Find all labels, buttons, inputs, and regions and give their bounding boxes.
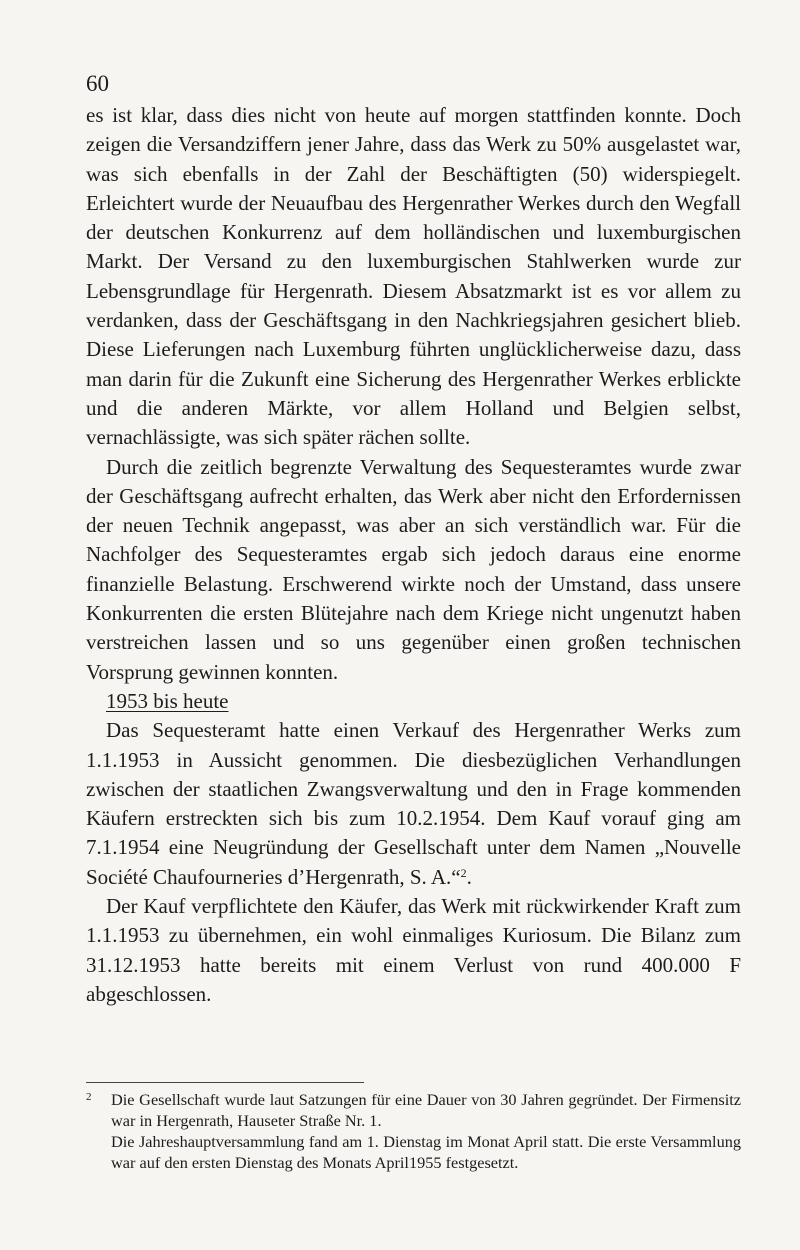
- footnote-reference[interactable]: 2: [460, 865, 467, 880]
- footnotes: [86, 1089, 741, 1173]
- main-text: [86, 101, 741, 1009]
- page-number: 60: [86, 71, 109, 96]
- section-paragraph-2: Der Kauf verpflichtete den Käufer, das Werk mit rückwirkender Kraft zum 1.1.1953 zu übernehmen, ein wohl einmaliges Kuriosum. Die Bilanz zum 31.12.1953 hatte bereits mit einem Verlust von rund 400.000 F abgeschlossen.: [86, 894, 741, 1006]
- section-heading: 1953 bis heute: [106, 688, 229, 713]
- section-paragraph-1-end: .: [466, 864, 472, 889]
- footnote-divider: [86, 1082, 364, 1083]
- footnote-line-2: Die Jahreshauptversammlung fand am 1. Dienstag im Monat April statt. Die erste Versammlung war auf den ersten Dienstag des Monats April1955 festgesetzt.: [111, 1132, 741, 1172]
- section-paragraph-1: [86, 716, 741, 892]
- section-paragraph-1-text: Das Sequesteramt hatte einen Verkauf des Hergenrather Werks zum 1.1.1953 in Aussicht genommen. Die diesbezüglichen Verhandlungen zwischen der staatlichen Zwangsverwaltung und den in Frage kommenden Käufern erstreckten sich bis zum 10.2.1954. Dem Kauf vorauf ging am 7.1.1954 eine Neugründung der Gesellschaft unter dem Namen „Nouvelle Société Chaufourneries d’Hergenrath, S. A.“: [86, 718, 741, 889]
- paragraph-2: Durch die zeitlich begrenzte Verwaltung des Sequesteramtes wurde zwar der Geschäftsgang aufrecht erhalten, das Werk aber nicht den Erfordernissen der neuen Technik angepasst, was aber an sich verständlich war. Für die Nachfolger des Sequesteramtes ergab sich jedoch daraus eine enorme finanzielle Belastung. Erschwerend wirkte noch der Umstand, dass unsere Konkurrenten die ersten Blütejahre nach dem Kriege nicht ungenutzt haben verstreichen lassen und so uns gegenüber einen großen technischen Vorsprung gewinnen konnten.: [86, 454, 741, 684]
- footnote-line-1: Die Gesellschaft wurde laut Satzungen für eine Dauer von 30 Jahren gegründet. Der Firmensitz war in Hergenrath, Hauseter Straße Nr. 1.: [111, 1090, 741, 1130]
- footnote-2: [86, 1089, 741, 1173]
- paragraph-1: es ist klar, dass dies nicht von heute auf morgen stattfinden konnte. Doch zeigen die Versandziffern jener Jahre, dass das Werk zu 50% ausgelastet war, was sich ebenfalls in der Zahl der Beschäftigten (50) widerspiegelt. Erleichtert wurde der Neuaufbau des Hergenrather Werkes durch den Wegfall der deutschen Konkurrenz auf dem holländischen und luxemburgischen Markt. Der Versand zu den luxemburgischen Stahlwerken wurde zur Lebensgrundlage für Hergenrath. Diesem Absatzmarkt ist es vor allem zu verdanken, dass der Geschäftsgang in den Nachkriegsjahren gesichert blieb. Diese Lieferungen nach Luxemburg führten unglücklicherweise dazu, dass man darin für die Zukunft eine Sicherung des Hergenrather Werkes erblickte und die anderen Märkte, vor allem Holland und Belgien selbst, vernachlässigte, was sich später rächen sollte.: [86, 103, 741, 450]
- footnote-mark: 2: [86, 1091, 92, 1103]
